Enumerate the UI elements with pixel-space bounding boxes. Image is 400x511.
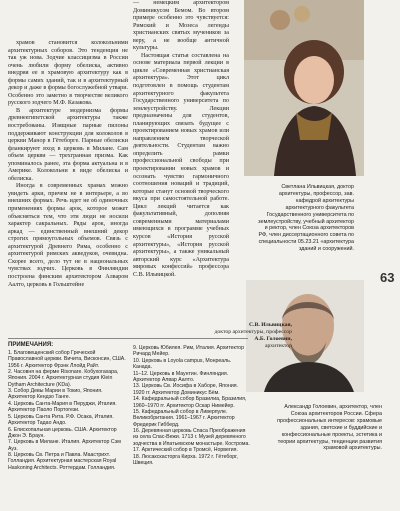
note-item: 11–12. Церковь в Маунтин. Финляндия. Архитектор Алвар Аалто. (133, 370, 229, 383)
signature-role-2: архитектор (264, 343, 292, 349)
note-item: 3. Собор Девы Марии в Токио, Япония. Архитектор Кендзо Танге. (8, 388, 103, 401)
paragraph: В архитектуре модернизма формы древнеегипетской архитектуры также востребованы. Изящные парные пилоны поддерживают конструкции для колоколов в церкви Манор в Гётеборге. Парные обелиски фланкируют вход в церковь в Милане. Сам объем церкви — трехгранная призма. Как упоминалось ранее, эта форма актуальна и в Америке. Колокольни в виде обелиска и обелиска. (8, 107, 128, 182)
notes-column-2 (133, 345, 251, 511)
note-item: 5. Церковь Санта Рита. Р.Ф. Осака, Италия. Архитектор Тадао Андо. (8, 413, 114, 427)
author-caption-2: Александр Голоевин, архитектор, член Союза архитекторов России. Сфера профессиональных интересов: храмовые здания, светские и буддийские и конфессиональные проекты, эстетика и теории архитектуры, тенденции развития храмовой архитектуры. (277, 404, 382, 452)
note-item: 15. Кафедральный собор в Ливерпуле. Великобритания. 1961–1967 г. Архитектор Фредерик Гибберд. (133, 409, 235, 428)
note-item: 9. Церковь Юбилея. Рим, Италия. Архитектор Ричард Мейер. (133, 345, 244, 358)
note-item: 17. Арктический собор в Тромсё, Норвегия. (133, 447, 238, 454)
portrait-photo-woman-icon (244, 0, 364, 176)
note-item: 4. Церковь Санта-Мария в Перуджи, Италия. Архитектор Паоло Портогези. (8, 400, 117, 414)
author-caption-1: Светлана Ильвицкая, доктор архитектуры, профессор, зав. кафедрой архитектуры архитектурного факультета Государственного университета по землеустройству, учебный архитектор и ректор, член Союза архитекторов РФ, член диссертационного совета по специальности 05.23.21 «архитектура зданий и сооружений. (258, 184, 354, 253)
article-column-2 (133, 0, 229, 300)
notes-column-1 (8, 350, 126, 511)
note-item: 10. Церковь в Loyola campus, Монреаль. Канада. (133, 357, 232, 371)
note-item: 18. Люсакскасторга Кирха. 1972 г. Гётеборг, Швеция. (133, 453, 238, 467)
signature-role: доктор архитектуры, профессор (214, 329, 292, 335)
signature-name-2: А.Б. Голоевин, (254, 336, 292, 342)
note-item: 16. Деревянная церковь Спаса Преображения из села Спас-Вежи. 1713 г. Музей деревянного зодчества в Ипатьевском монастыре. Кострома. (133, 428, 250, 447)
note-item: 7. Церковь в Милане. Италия. Архитектор Сэм Ауз. (8, 439, 121, 452)
note-item: 14. Кафедральный собор Бразилиа, Бразилия, 1960–1970 гг. Архитектор Оскар Нимейер. (133, 396, 247, 409)
note-item: 8. Церковь Св. Петра и Павла. Маастрихт. Голландия. Архитектурная мастерская Royal Haskoning Architects. Роттердам. Голландия. (8, 452, 117, 471)
paragraph: храмов становится колокольними архитектурных соборов. Это тенденция не так уж нова. Зодчие классицизма в России очень любили форму обелиска, активно внедряя ее в храмовую архитектуру как в формы самих зданий, так и в архитектурный декор и даже в формы богослужебной утвари. Особенно это заметно в творчестве великого русского зодчего М.Ф. Казакова. (8, 40, 128, 107)
page-number: 63 (380, 270, 395, 285)
paragraph: Настоящая статья составлена на основе материала первой лекции в цикле «Современная христианская архитектура». Этот цикл подготовлен в помощь студентам архитектурного факультета Государственного университета по землеустройству. Лекции предназначены для студентов, планирующих связать будущее с проектированием новых храмов или направлением творческой деятельности. Студентам важно определить рамки профессиональной свободы при проектировании новых храмов и осознать чувство гармоничного соотношения новаций и традиций, которые станут основой творческого вкуса при самостоятельной работе. Цикл лекций читается как факультативный, дополняя современными материалами имеющихся в программе учебных курсов «История русской архитектуры», «История русской архитектуры», а также уникальный авторский курс «Архитектура мировых конфессий» профессора С.В. Ильвицкой. (133, 52, 229, 278)
signature-name: С.В. Ильвицкая, (249, 322, 292, 328)
author-portrait-woman (244, 0, 364, 176)
paragraph: — немецким архитектором Доминикусом Бемом. Во втором примере особенно это чувствуется: Римский и Мозеса легенды христианских святых мучеников за веру, а не вообще античной культуры. (133, 0, 229, 52)
note-item: 2. Часовня на ферме Risonare. Кобухогахара, Япония. 2004 г. Архитектурная студия Klein Dytham Architecture (KDa). (8, 369, 119, 388)
note-item: 1. Благовещенский собор Греческой Православной церкви. Вичита, Висконсин, США. 1956 г. Архитектор Фрэнк Ллойд Райт. (8, 350, 126, 369)
article-column-1 (8, 40, 128, 336)
note-item: 13. Церковь Св. Иосифа в Хаборе, Япония. (133, 383, 238, 390)
note-item: 1920 гг. Архитектор Доминикус Бём. (133, 389, 220, 396)
notes-title: ПРИМЕЧАНИЯ: (8, 342, 54, 348)
paragraph: Иногда в современных храмах можно увидеть арки, причем не в интерьере, а во внешних формах. Речь идет не об одиночных применениях формы арок, которое может объясняться тем, что эти люди не носили характер сакральных. Ряды арок, иногда аркад — единственный внешний декор строгих прямоугольных объемов. Связь с архитектурой Древнего Рима, особенно с архитектурой римских акведуков, очевидна. Скорее всего, дело тут не в национальных чувствах зодчих. Церковь в Финляндии построена финским архитектором Алваром Аалто, церковь в Гольштейне (8, 183, 128, 288)
note-item: 6. Епископальная церковь. США. Архитектор Джон Э. Браун. (8, 426, 117, 439)
notes-divider (8, 338, 248, 339)
